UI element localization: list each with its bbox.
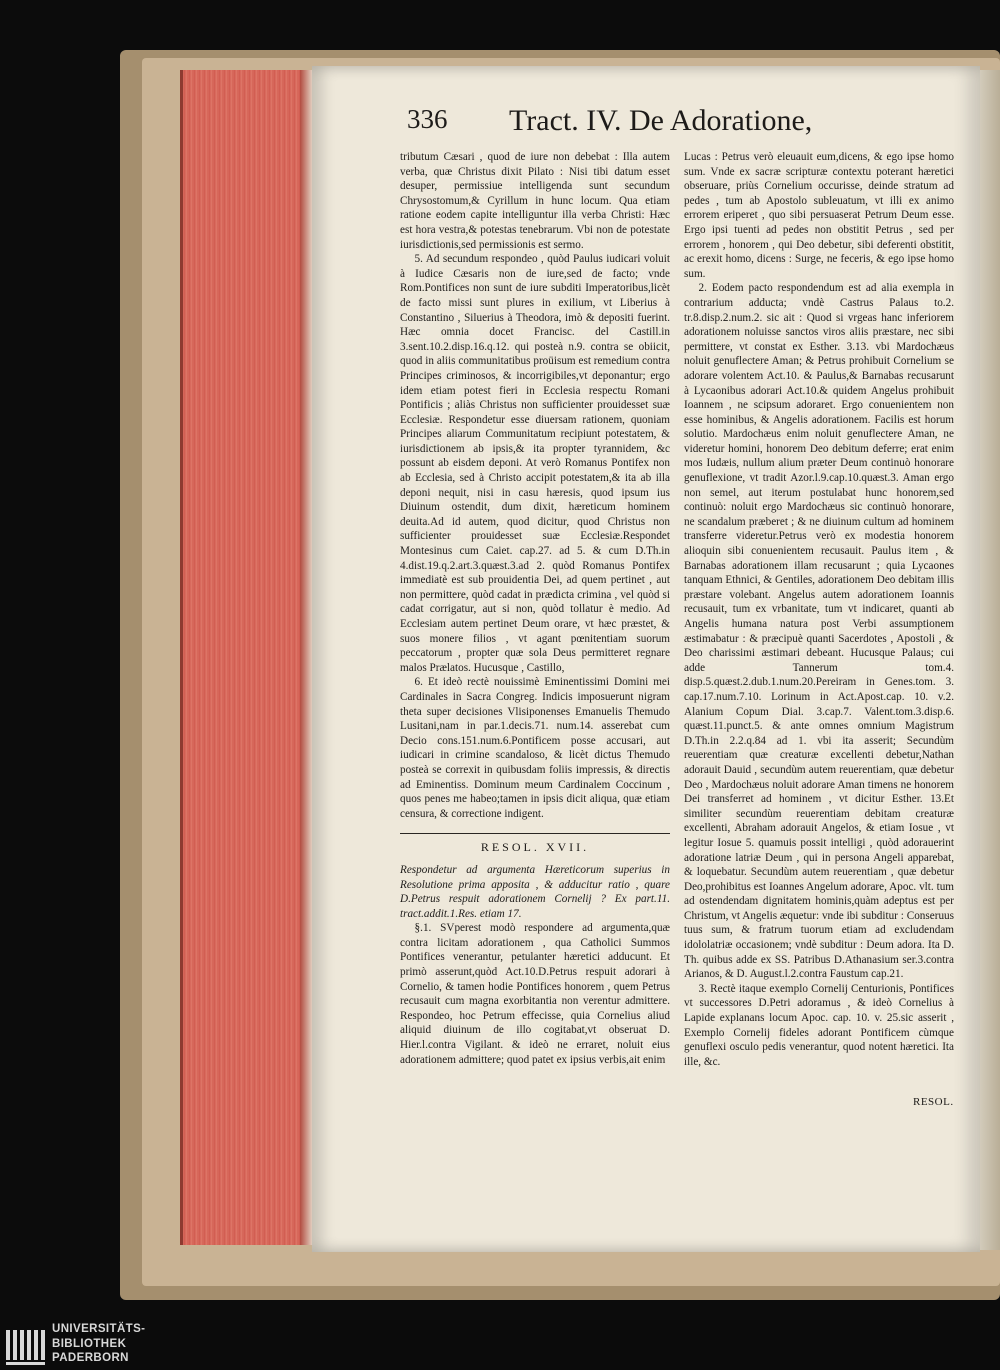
left-paragraph: 5. Ad secundum respondeo , quòd Paulus iudicari voluit à Iudice Cæsaris non de iure,sed de facto; vnde Rom.Pontifices non sunt de iure subditi Imperatoribus,licèt de facto missi sunt plures in exilium, vt Liberius à Constantino , Siluerius à Theodora, imò & depositi fuerint. Hæc omnia docet Francisc. del Castill.in 3.sent.10.2.disp.16.q.12. qui posteà n.9. contra se obiicit, quod in aliis communitatibus proüisum est remedium contra Principes criminosos, & incorrigibiles,vt deponantur; ergo idem etiam potest fieri in Ecclesia respectu Romani Pontificis ; aliàs Christus non sufficienter prouidesset suæ Ecclesiæ. Respondetur esse diuersam rationem, quoniam Principes aliarum Communitatum recipiunt potestatem, & iurisdictionem ab ipsis,& ita propter tyrannidem, &c possunt ab eisdem deponi. At verò Romanus Pontifex non ab Ecclesia, sed à Christo accipit potestatem,& ita ab illa deponi nequit, nisi in casu hæresis, quod ipsum ius Diuinum ostendit, dum dixit, hæreticum hominem deuita.Ad id autem, quod dicitur, quod Christus non sufficienter prouidesset suæ Ecclesiæ.Respondet Montesinus cum Caiet. cap.27. ad 5. & cum D.Th.in 4.dist.19.q.2.art.3.quæst.3.ad 2. quòd Romanus Pontifex immediatè est sub prouidentia Dei, ad quem pertinet , aut non permittere, quòd cadat in prædicta crimina , vel quòd si cadat corrigatur, aut si non, quòd tollatur è medio. Ad Ecclesiam autem pertinet Deum orare, vt hæc præstet, & suos monere filios , vt agant pœnitentiam suorum peccatorum , propter quæ sola Deus permitteret regnare malos Prælatos. Hucusque , Castillo, [400, 253, 670, 674]
library-footer [0, 1320, 1000, 1370]
book-page [312, 66, 980, 1252]
right-paragraph: 2. Eodem pacto respondendum est ad alia exempla in contrarium adducta; vndè Castrus Palaus to.2. tr.8.disp.2.num.2. sic ait : Quod si vrgeas hanc inferiorem adorationem noluisse sanctos viros aliis præstare, nec sibi permittere, vt constat ex Esther. 3.13. vbi Mardochæus noluit genuflectere Aman; & Petrus prohibuit Cornelium se adorare volentem Act.10. & Paulus,& Barnabas recusarunt à Lycaonibus adorari Act.10.& quidem Angelus prohibuit Ioannem , ne scipsum adoraret. Ergo conuenientem non esse hominibus, & Angelis adorationem. Facilis est horum solutio. Mardochæus enim noluit genuflectere Aman, ne videretur homini, honorem Deo debitum deferre; erat enim mos Iudæis, nullum alium præter Deum continuò honorare genuflexione, vt tradit Azor.l.9.cap.10.quæst.3. Aman ergo non semel, aut iterum postulabat hunc honorem,sed continuò: noluit ergo Mardochæus sic continuò honorare, ne scandalum præberet ; & ne diuinum cultum ad hominem transferre videretur.Petrus verò ex modestia honorem alioquin sibi conuenientem recusauit. Paulus item , & Barnabas adorationem illam recusarunt ; quia Lycaones tanquam Ethnici, & Gentiles, adorationem Deo debitam illis præstare volebant. Angelus autem adorationem Ioannis recusauit, tum ex vrbanitate, tum vt indicaret, quanti ab Angelis humana natura post Verbi assumptionem æstimabatur : & præcipuè quanti Sacerdotes , Apostoli , & Deo charissimi æstimari debeant. Hucusque Palaus; cui adde Tannerum tom.4. disp.5.quæst.2.dub.1.num.20.Pereiram in Genes.tom. 3. cap.17.num.7.10. Lorinum in Act.Apost.cap. 10. v.2. Alanium Copum Dial. 3.cap.7. Valent.tom.3.disp.6. quæst.11.punct.5. & ante omnes omnium Magistrum D.Th.in 2.2.q.84 ad 1. vbi ita asserit; Secundùm reuerentiam quæ creaturæ excellenti debetur,Nathan adorauit Dauid , secundùm autem reuerentiam, quæ debetur Deo , Mardochæus noluit adorare Aman timens ne honorem Dei transferret ad hominem , vt dicitur Esther. 13.Et similiter secundùm reuerentiam debitam creaturæ excellenti, Abraham adorauit Angelos, & etiam Iosue , vt legitur Iosue 5. quamuis possit intelligi , quòd adorauerint adoratione latriæ Deum , qui in persona Angeli apparebat, & loquebatur. Secundùm autem reuerentiam , quæ debetur Deo,prohibitus est Ioannes Angelum adorare, Apoc. vlt. tum ad ostendendam dignitatem hominis,quàm adeptus est per Christum, vt Angelis æquetur: vnde ibi subditur : Conseruus tuus sum, & fratrum tuorum etiam ad excludendam idololatriæ occasionem; vndè subditur : Deum adora. Ita D. Th. quibus adde ex SS. Patribus D.Athanasium ser.3.contra Arianos, & D. August.l.2.contra Faustum cap.21. [684, 282, 954, 981]
resolution-heading: RESOL. XVII. [480, 840, 590, 855]
right-paragraph: 3. Rectè itaque exemplo Cornelij Centurionis, Pontifices vt successores D.Petri adoramus , & ideò Cornelius à Lapide explanans locum Apoc. cap. 10. v. 25.sic asserit , Exemplo Cornelij fideles adorant Pontificem cùmque genuflexi osculo pedis venerantur, quod notent hæretici. Ita ille, &c. [684, 982, 954, 1068]
page-header [407, 104, 927, 144]
page-number: 336 [407, 104, 448, 134]
right-page-edge [978, 70, 1000, 1250]
library-name-line: UNIVERSITÄTS- [52, 1323, 146, 1335]
left-paragraph: tributum Cæsari , quod de iure non debebat : Illa autem verba, quæ Christus dixit Pilato : Nisi tibi datum esset desuper, permissiue intelligenda sunt secundum Chrysostomum,& Cyrillum in hunc locum. Qua etiam ratione eodem capite intelliguntur illa verba Christi: Hæc est hora vestra,& potestas tenebrarum. Vbi non de potestate iurisdictionis,sed permissionis est sermo. [400, 151, 670, 251]
right-column [684, 150, 954, 1069]
catchword: RESOL. [913, 1096, 954, 1108]
library-name [52, 1322, 145, 1366]
library-name-line: BIBLIOTHEK [52, 1337, 127, 1350]
section-divider [400, 833, 670, 834]
library-name-line: PADERBORN [52, 1352, 129, 1364]
running-title: Tract. IV. De Adoratione, [509, 104, 813, 137]
resolution-text: §.1. SVperest modò respondere ad argumenta,quæ contra licitam adorationem , qua Catholici Summos Pontifices venerantur, petulanter hæretici adducunt. Et primò asserunt,quòd Act.10.D.Petrus respuit adorari à Cornelio, & tamen hodie Pontifices honorem , quem Petrus recusauit cum magna exorbitantia non verentur admittere. Respondeo, hoc Petrum effecisse, quia Cornelius aliud aliquid diuinum de illo cogitabat,vt obseruat D. Hier.l.contra Vigilant. & ideò ne erraret, noluit eius adorationem admittere; quod patet ex ipsius verbis,ait enim [400, 922, 670, 1066]
library-building-logo-icon [4, 1324, 48, 1366]
right-paragraph: Lucas : Petrus verò eleuauit eum,dicens, & ego ipse homo sum. Vnde ex sacræ scripturæ contextu poterant hæretici obseruare, priùs Cornelium occurisse, deinde stratum ad pedes , tum ab Apostolo subleuatum, vt illi ex animo errorem eriperet , quo sibi persuaserat Petrum Deum esse. Ergo ipsi tuenti ad pedes non obstitit Petrus , sed per errorem , honorem , qui Deo debetur, sibi deferenti obstitit, ac erexit homo, dicens : Surge, ne feceris, & ego ipse homo sum. [684, 151, 954, 280]
page-edges-red [180, 70, 315, 1245]
left-paragraph: 6. Et ideò rectè nouissimè Eminentissimi Domini mei Cardinales in Sacra Congreg. Indicis imposuerunt nigram theta super decisiones Vlisiponenses Emanuelis Themudo Lusitani,nam in par.1.decis.71. num.14. asserebat cum Decio cons.151.num.6.Pontificem posse accusari, aut iudicari in crimine scandaloso, & licèt dictus Themudo posteà se correxit in quibusdam foliis impressis, & directis ad Eminentiss. Dominum meum Cardinalem Coccinum , quos penes me habeo;tamen in ipsis dicit aliqua, quæ etiam censura, & correctione indigent. [400, 676, 670, 820]
resolution-summary: Respondetur ad argumenta Hæreticorum superius in Resolutione prima apposita , & adducitur ratio , quare D.Petrus respuit adorationem Cornelij ? Ex part.11. tract.addit.1.Res. etiam 17. [400, 863, 670, 920]
left-column [400, 150, 670, 1067]
